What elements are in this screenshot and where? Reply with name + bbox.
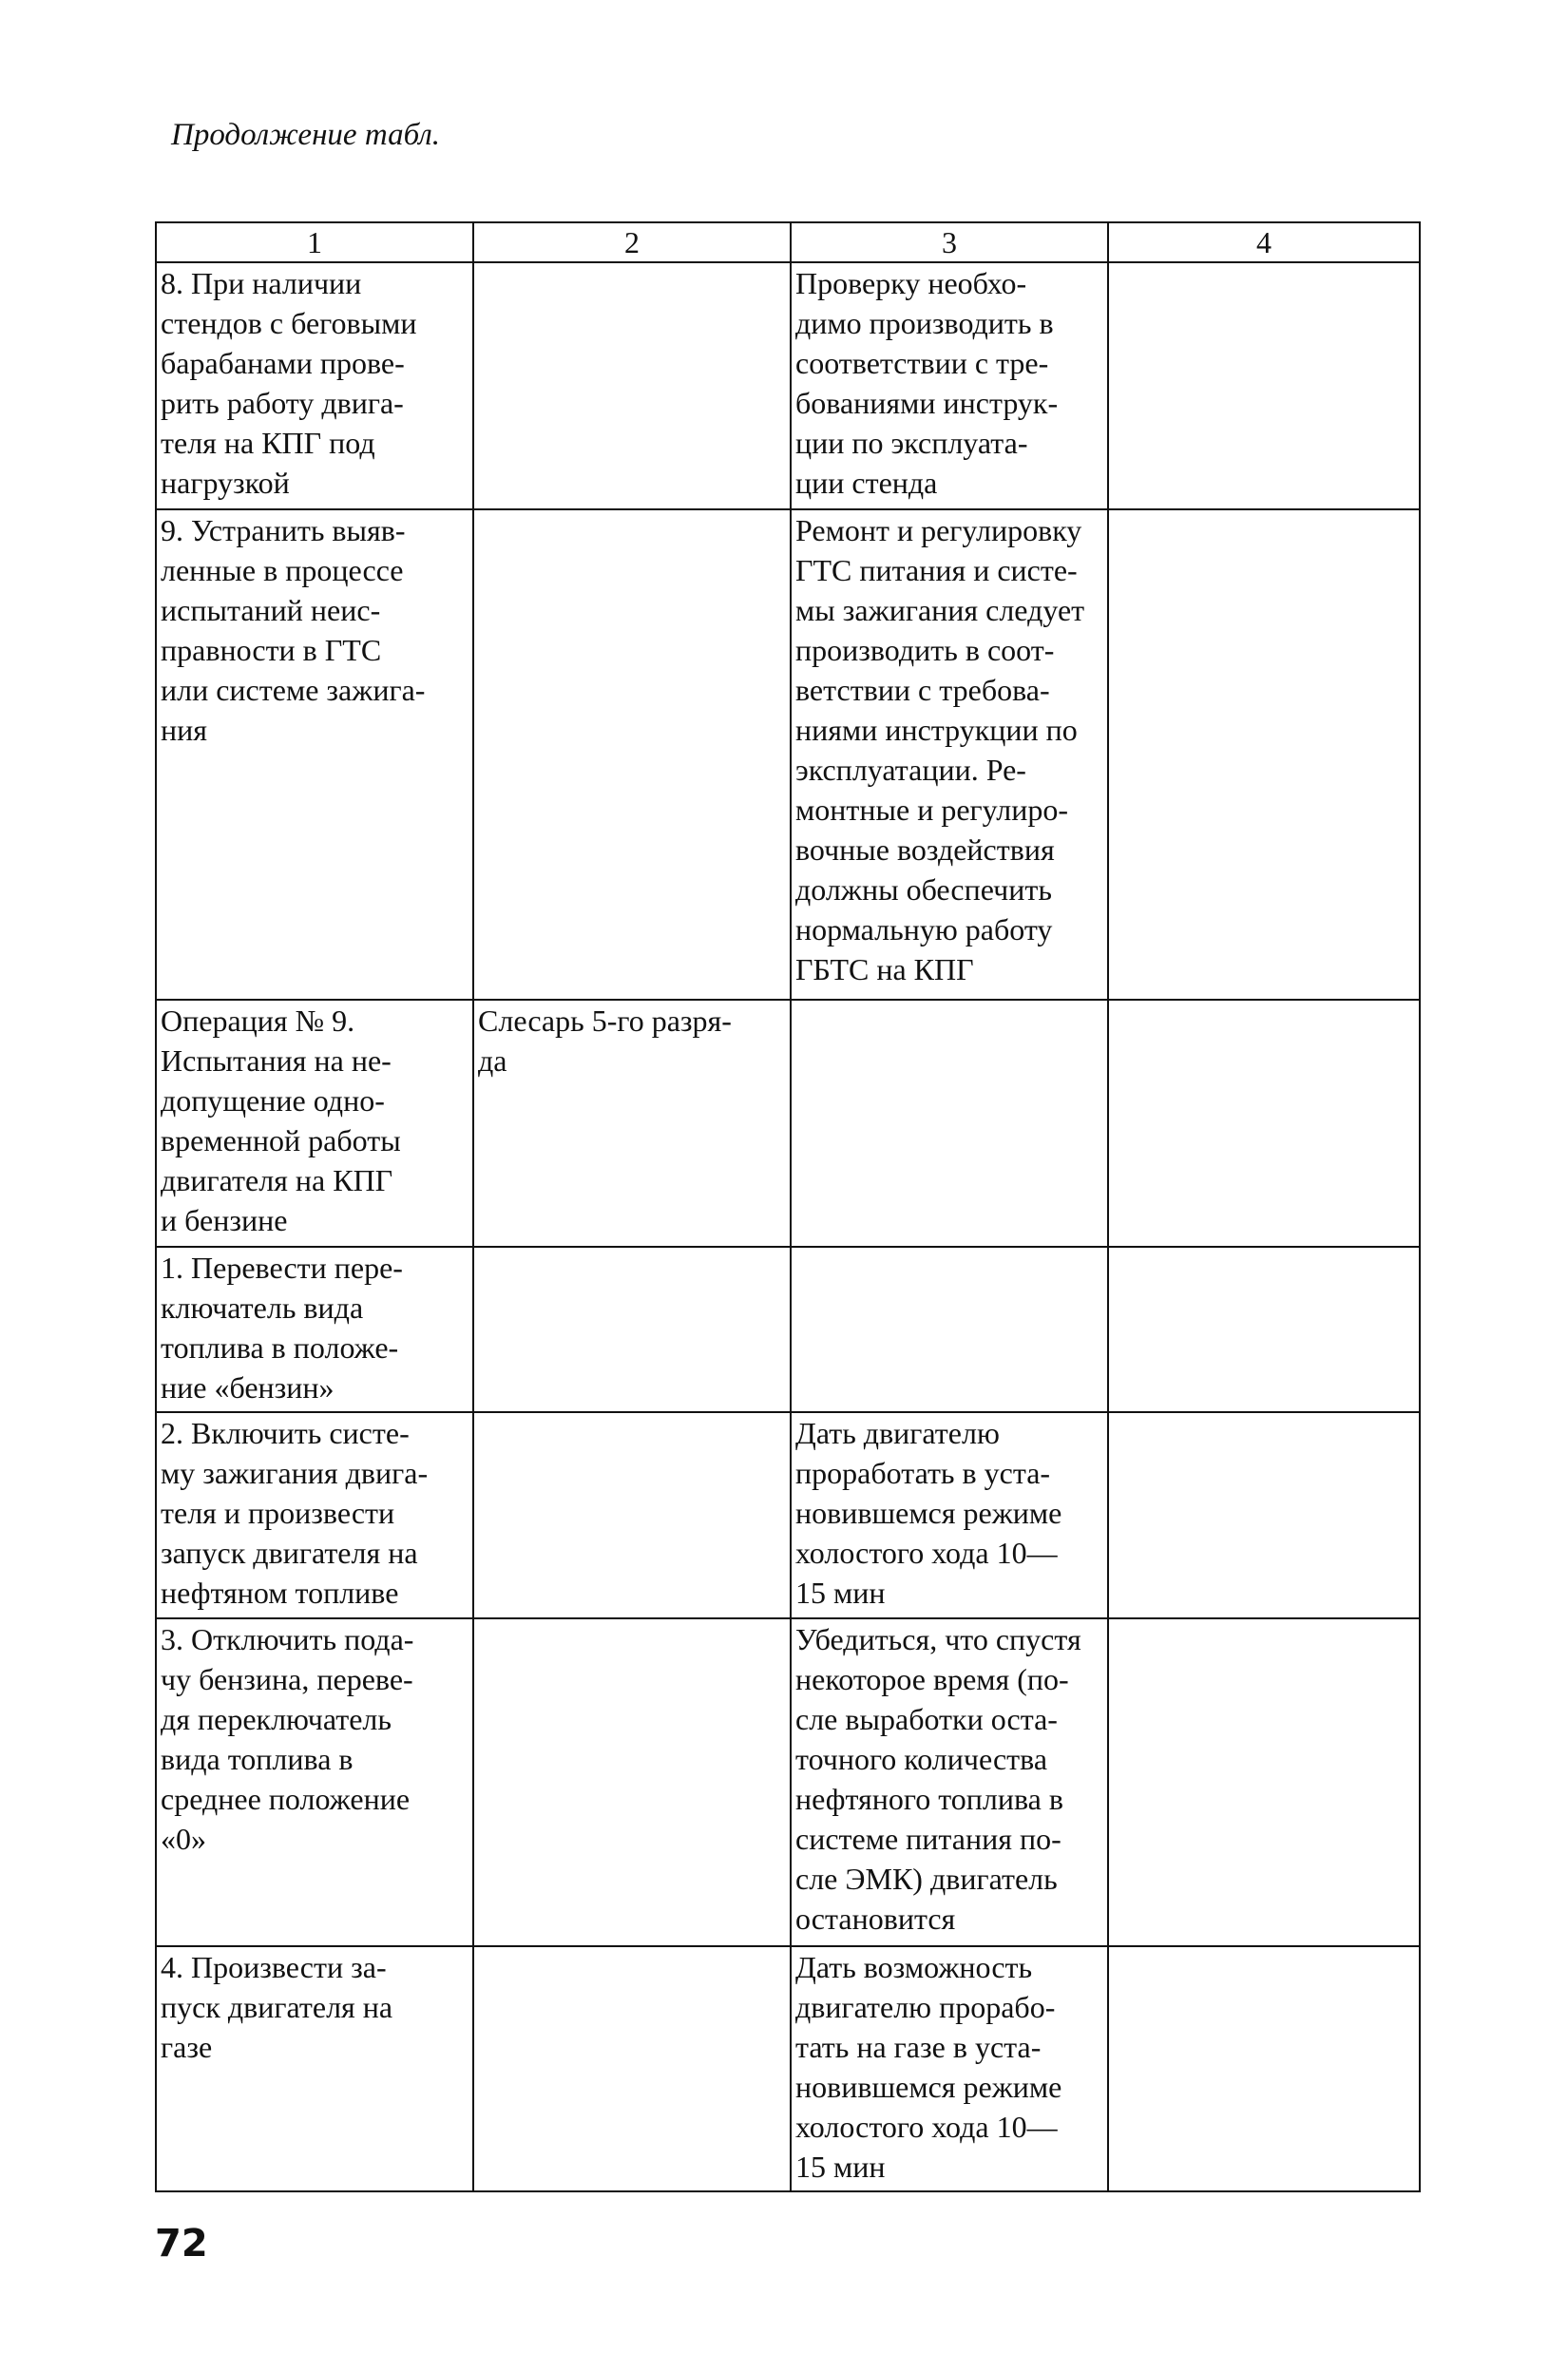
table-cell: 1. Перевести пере- ключатель вида топлива в положе- ние «бензин» xyxy=(156,1247,473,1412)
table-cell: Дать возможность двигателю прорабо- тать на газе в уста- новившемся режиме холостого хода 10— 15 мин xyxy=(791,1946,1108,2191)
column-header: 1 xyxy=(156,222,473,262)
table-header-row xyxy=(156,222,1420,262)
table-cell xyxy=(791,1000,1108,1247)
table-cell: Слесарь 5-го разря- да xyxy=(473,1000,791,1247)
table-cell: Ремонт и регулировку ГТС питания и систе- мы зажигания следует производить в соот- ветствии с требова- ниями инструкции по эксплуатации. Ре- монтные и регулиро- вочные воздействия должны обеспечить нормальную работу ГБТС на КПГ xyxy=(791,509,1108,1000)
table-row xyxy=(156,1247,1420,1412)
table-cell xyxy=(473,1618,791,1946)
table-cell: 2. Включить систе- му зажигания двига- теля и произвести запуск двигателя на нефтяном топливе xyxy=(156,1412,473,1618)
table-cell xyxy=(1108,1412,1420,1618)
column-header: 2 xyxy=(473,222,791,262)
table-cell: Убедиться, что спустя некоторое время (по- сле выработки оста- точного количества нефтяного топлива в системе питания по- сле ЭМК) двигатель остановится xyxy=(791,1618,1108,1946)
table-cell xyxy=(1108,1618,1420,1946)
table-row-operation xyxy=(156,1000,1420,1247)
table-cell xyxy=(1108,509,1420,1000)
column-header: 3 xyxy=(791,222,1108,262)
table-cell xyxy=(473,262,791,509)
table-cell xyxy=(791,1247,1108,1412)
table-cell xyxy=(1108,262,1420,509)
table-cell xyxy=(1108,1000,1420,1247)
table-row xyxy=(156,262,1420,509)
operation-title-cell: Операция № 9. Испытания на не- допущение одно- временной работы двигателя на КПГ и бензине xyxy=(156,1000,473,1247)
page-number: 72 xyxy=(155,2222,208,2266)
table-cell xyxy=(473,1247,791,1412)
table-cell: Дать двигателю проработать в уста- новившемся режиме холостого хода 10— 15 мин xyxy=(791,1412,1108,1618)
column-header: 4 xyxy=(1108,222,1420,262)
table-row xyxy=(156,509,1420,1000)
table-cell: 8. При наличии стендов с беговыми барабанами прове- рить работу двига- теля на КПГ под нагрузкой xyxy=(156,262,473,509)
table-row xyxy=(156,1412,1420,1618)
table-cell: 4. Произвести за- пуск двигателя на газе xyxy=(156,1946,473,2191)
table-cell xyxy=(473,1412,791,1618)
table-row xyxy=(156,1946,1420,2191)
table-cell: 9. Устранить выяв- ленные в процессе испытаний неис- правности в ГТС или системе зажига- ния xyxy=(156,509,473,1000)
table-caption: Продолжение табл. xyxy=(171,118,440,152)
table-cell: 3. Отключить пода- чу бензина, переве- дя переключатель вида топлива в среднее положение «0» xyxy=(156,1618,473,1946)
table-cell: Проверку необхо- димо производить в соответствии с тре- бованиями инструк- ции по эксплуата- ции стенда xyxy=(791,262,1108,509)
table-cell xyxy=(1108,1946,1420,2191)
instruction-table xyxy=(155,221,1421,2192)
table-cell xyxy=(473,1946,791,2191)
table-row xyxy=(156,1618,1420,1946)
table-cell xyxy=(473,509,791,1000)
table-cell xyxy=(1108,1247,1420,1412)
